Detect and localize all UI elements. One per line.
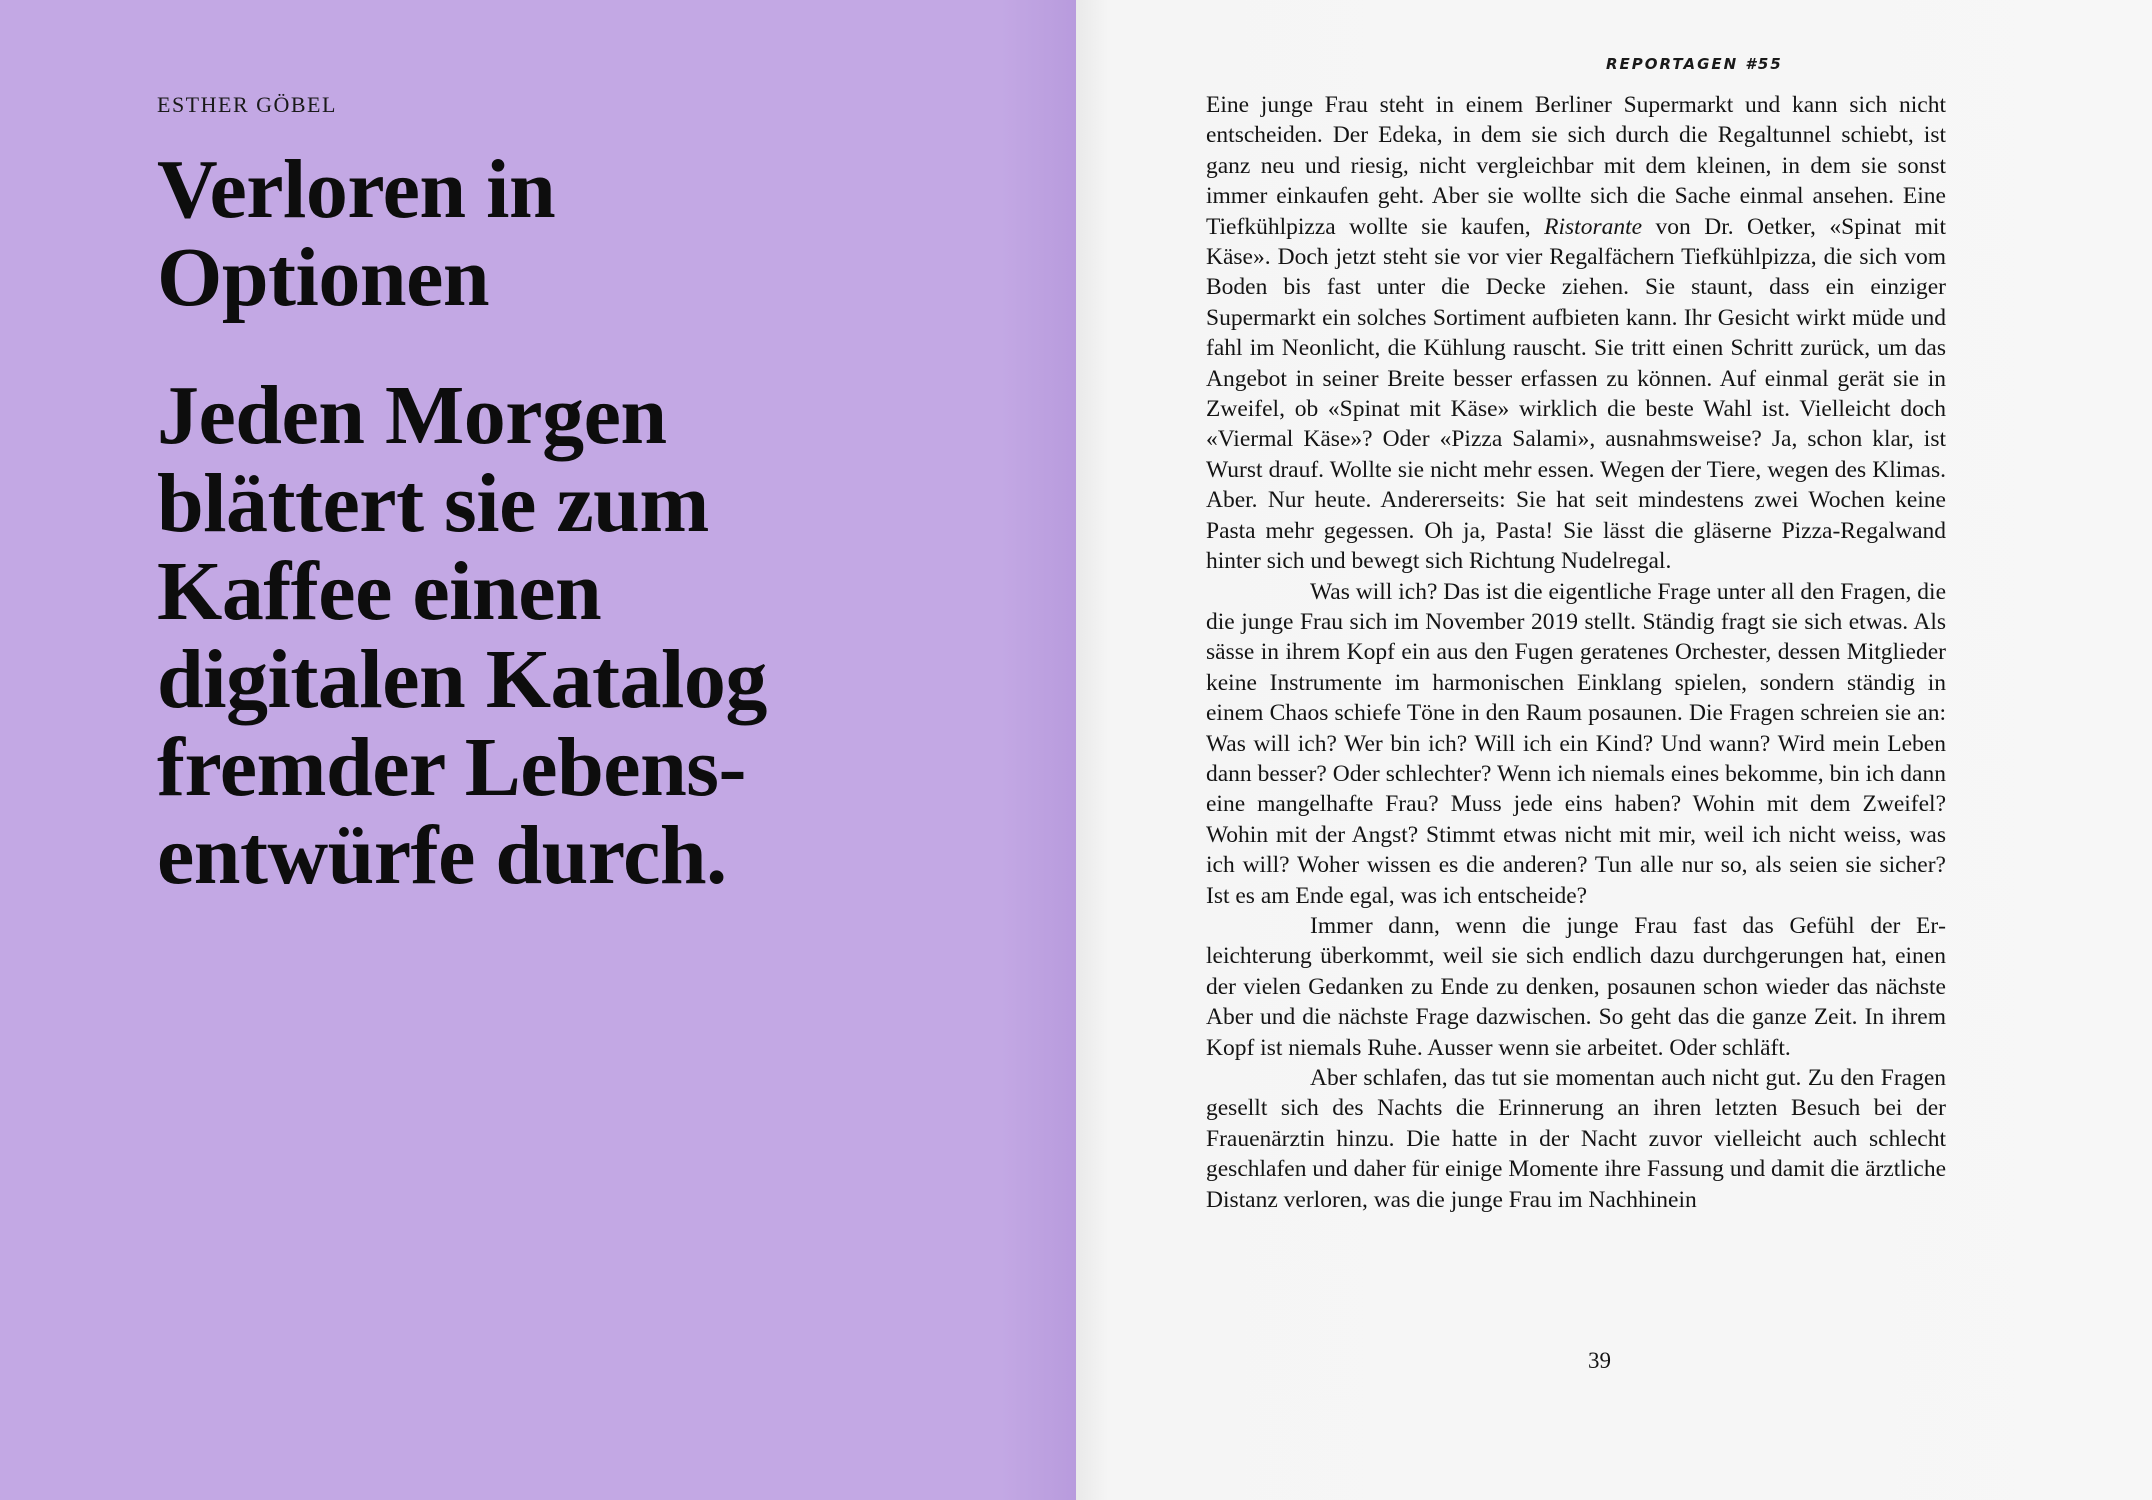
text-segment: Eine junge Frau steht in einem Berliner Supermarkt und kann sich nicht entscheiden. Der Edeka, in dem sie sich durch die Regaltunnel schiebt, ist ganz neu und riesig, nicht vergleichbar mit dem kleinen, in dem sie sonst immer einkaufen geht. Aber sie wollte sich die Sache einmal ansehen. Eine Tiefkühlpizza wollte sie kaufen,	[1206, 92, 1946, 240]
right-page	[1076, 0, 2152, 1500]
article-title	[157, 143, 977, 324]
subtitle-line: digitalen Katalog	[157, 633, 767, 726]
text-segment-italic: Ristorante	[1544, 213, 1643, 240]
text-segment: Was will ich? Das ist die eigentliche Frage unter all den Fragen, die die junge Frau sich im November 2019 stellt. Ständig fragt sie sich etwas. Als sässe in ihrem Kopf ein aus den Fugen geratenes Orchester, dessen Mitglieder keine Instrumente im harmonischen Einklang spielen, sondern ständig in einem Chaos schiefe Töne in den Raum posaunen. Die Fragen schreien sie an: Was will ich? Wer bin ich? Will ich ein Kind? Und wann? Wird mein Leben dann besser? Oder schlechter? Wenn ich niemals eines bekomme, bin ich dann eine mangelhafte Frau? Muss jede eins haben? Wohin mit dem Zweifel? Wohin mit der Angst? Stimmt etwas nicht mit mir, weil ich nicht weiss, was ich will? Woher wissen es die anderen? Tun alle nur so, als seien sie sicher? Ist es am Ende egal, was ich entscheide?	[1206, 578, 1946, 909]
subtitle-line: Jeden Morgen	[157, 369, 667, 462]
subtitle-line: entwürfe durch.	[157, 809, 727, 902]
subtitle-line: fremder Lebens-	[157, 721, 746, 814]
title-line: Optionen	[157, 231, 490, 324]
paragraph	[1206, 1063, 1946, 1215]
running-head: REPORTAGEN #55	[1606, 55, 1783, 73]
paragraph	[1206, 90, 1946, 577]
title-line: Verloren in	[157, 143, 556, 236]
article-subtitle	[157, 369, 977, 902]
subtitle-line: blättert sie zum	[157, 457, 709, 550]
paragraph	[1206, 577, 1946, 911]
subtitle-line: Kaffee einen	[157, 545, 602, 638]
paragraph	[1206, 911, 1946, 1063]
author-byline: ESTHER GÖBEL	[157, 92, 337, 117]
text-segment: Immer dann, wenn die junge Frau fast das Gefühl der Erleichterung überkommt, weil sie sich endlich dazu durchgerungen hat, einen der vielen Gedanken zu Ende zu denken, posaunen schon wieder das nächste Aber und die nächste Frage dazwischen. So geht das die ganze Zeit. In ihrem Kopf ist niemals Ruhe. Ausser wenn sie arbeitet. Oder schläft.	[1206, 912, 1946, 1061]
text-segment: von Dr. Oetker, «Spinat mit Käse». Doch jetzt steht sie vor vier Regalfächern Tiefkühlpizza, die sich vom Boden bis fast unter die Decke ziehen. Sie staunt, dass ein einziger Supermarkt ein solches Sortiment aufbieten kann. Ihr Gesicht wirkt müde und fahl im Neonlicht, die Kühlung rauscht. Sie tritt einen Schritt zurück, um das Angebot in seiner Breite besser erfassen zu können. Auf einmal gerät sie in Zweifel, ob «Spinat mit Käse» wirklich die beste Wahl ist. Vielleicht doch «Viermal Käse»? Oder «Pizza Salami», ausnahmsweise? Ja, schon klar, ist Wurst drauf. Wollte sie nicht mehr essen. Wegen der Tiere, wegen des Klimas. Aber. Nur heute. Andererseits: Sie hat seit mindestens zwei Wochen keine Pasta mehr gegessen. Oh ja, Pasta! Sie lässt die gläserne Pizza-Regalwand hinter sich und bewegt sich Richtung Nudelregal.	[1206, 213, 1946, 575]
text-segment: Aber schlafen, das tut sie momentan auch nicht gut. Zu den Fragen gesellt sich des Nachts die Erinnerung an ihren letzten Besuch bei der Frauenärztin hinzu. Die hatte in der Nacht zuvor vielleicht auch schlecht geschlafen und daher für einige Momente ihre Fassung und damit die ärztliche Distanz verloren, was die junge Frau im Nachhinein	[1206, 1065, 1946, 1213]
article-body	[1206, 90, 1946, 1215]
page-number: 39	[1588, 1348, 1611, 1373]
